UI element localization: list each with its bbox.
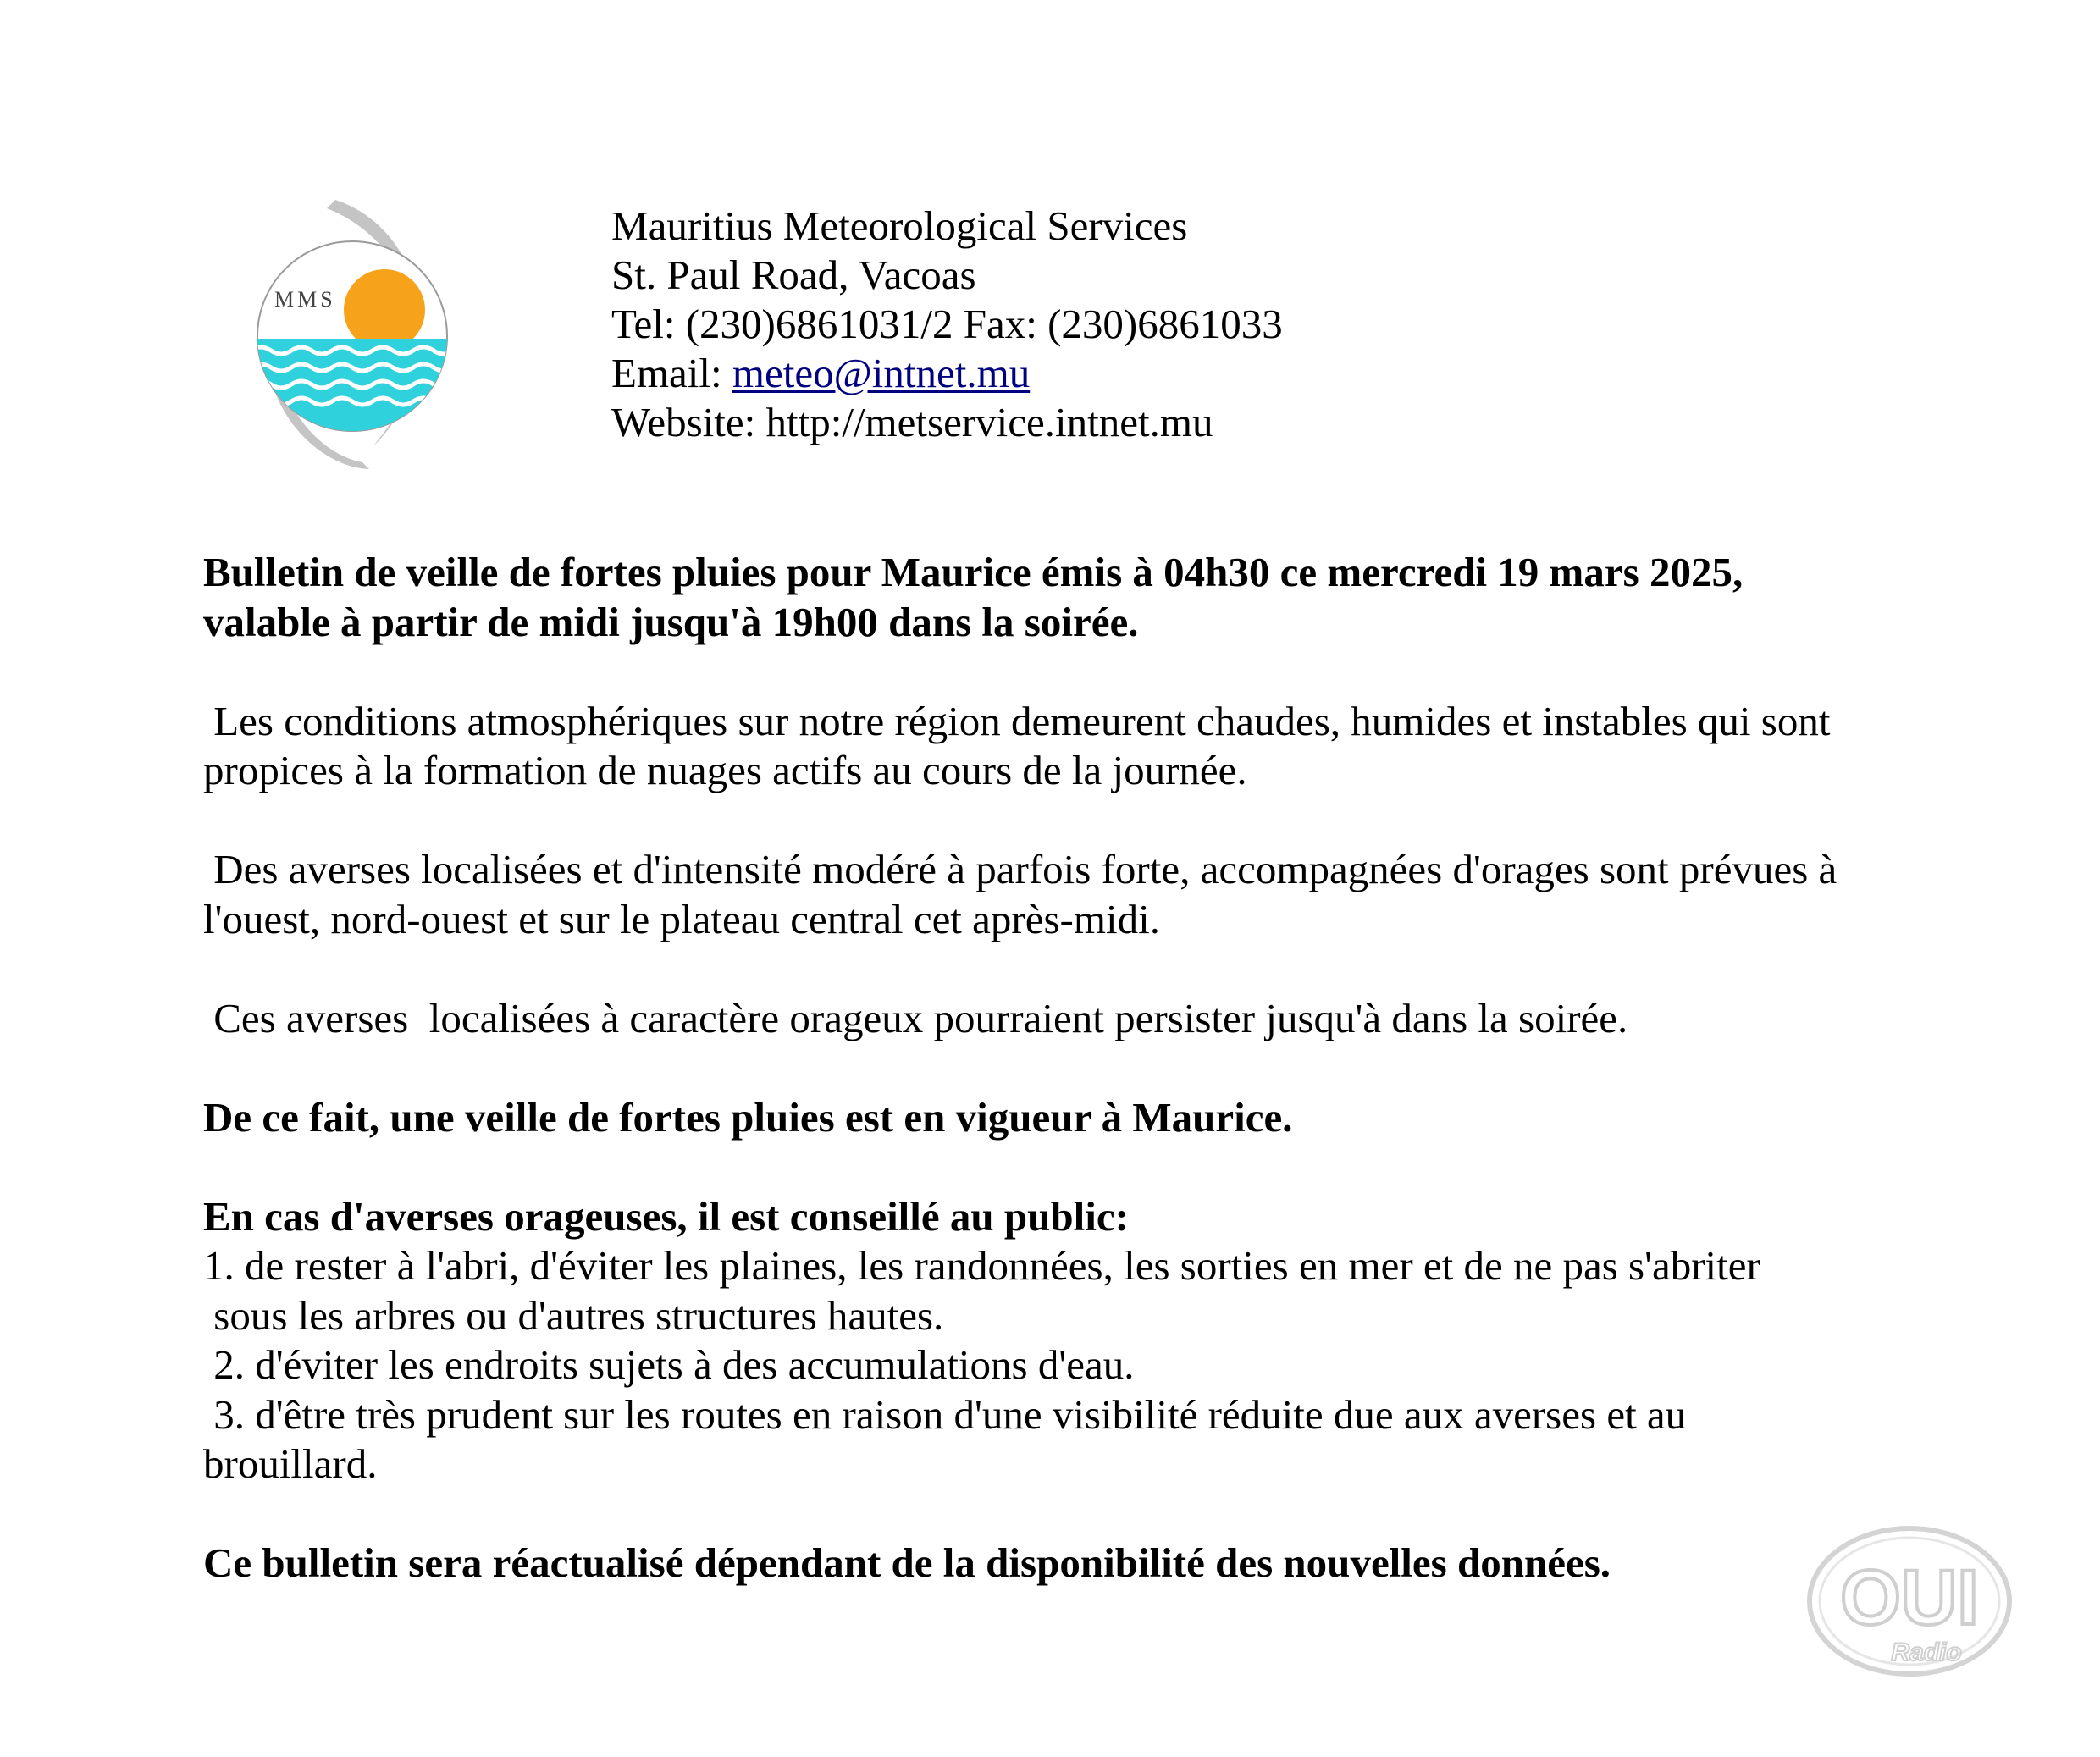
email-line — [611, 349, 1283, 398]
contact-header — [611, 202, 1283, 447]
mms-logo — [251, 196, 454, 476]
bulletin-body — [203, 548, 1931, 1588]
paragraph-2-line2: l'ouest, nord-ouest et sur le plateau central cet après-midi. — [203, 895, 1160, 942]
email-link[interactable]: meteo@intnet.mu — [732, 350, 1031, 396]
paragraph-2-line1: Des averses localisées et d'intensité modéré à parfois forte, accompagnées d'orages sont prévues à — [203, 846, 1838, 892]
paragraph-3: Ces averses localisées à caractère orageux pourraient persister jusqu'à dans la soirée. — [203, 994, 1628, 1041]
phone-fax: Tel: (230)6861031/2 Fax: (230)6861033 — [611, 301, 1283, 347]
org-name: Mauritius Meteorological Services — [611, 202, 1188, 249]
paragraph-1-line1: Les conditions atmosphériques sur notre région demeurent chaudes, humides et instables qui sont — [203, 697, 1831, 744]
oui-radio-watermark — [1804, 1521, 2015, 1682]
advice-3-line1: 3. d'être très prudent sur les routes en raison d'une visibilité réduite due aux averses et au — [203, 1390, 1687, 1438]
email-label: Email: — [611, 350, 732, 396]
advice-3-line2: brouillard. — [203, 1440, 378, 1487]
advice-1-line2: sous les arbres ou d'autres structures hautes. — [203, 1291, 944, 1339]
logo-sun — [344, 269, 425, 351]
bulletin-title-line1: Bulletin de veille de fortes pluies pour Maurice émis à 04h30 ce mercredi 19 mars 2025, — [203, 549, 1744, 595]
advice-1-line1: 1. de rester à l'abri, d'éviter les plaines, les randonnées, les sorties en mer et de ne pas s'abriter — [203, 1242, 1760, 1289]
advice-heading: En cas d'averses orageuses, il est conseillé au public: — [203, 1192, 1129, 1240]
address: St. Paul Road, Vacoas — [611, 251, 976, 298]
bulletin-title-line2: valable à partir de midi jusqu'à 19h00 dans la soirée. — [203, 598, 1139, 645]
closing-statement: Ce bulletin sera réactualisé dépendant de la disponibilité des nouvelles données. — [203, 1539, 1611, 1586]
paragraph-1-line2: propices à la formation de nuages actifs au cours de la journée. — [203, 747, 1247, 793]
watermark-sub: Radio — [1891, 1638, 1962, 1666]
logo-text: MMS — [274, 287, 336, 312]
website-line: Website: http://metservice.intnet.mu — [611, 399, 1213, 445]
vigueur-statement: De ce fait, une veille de fortes pluies est en vigueur à Maurice. — [203, 1093, 1293, 1141]
advice-2: 2. d'éviter les endroits sujets à des accumulations d'eau. — [203, 1341, 1135, 1388]
watermark-brand: OUI — [1840, 1555, 1979, 1641]
